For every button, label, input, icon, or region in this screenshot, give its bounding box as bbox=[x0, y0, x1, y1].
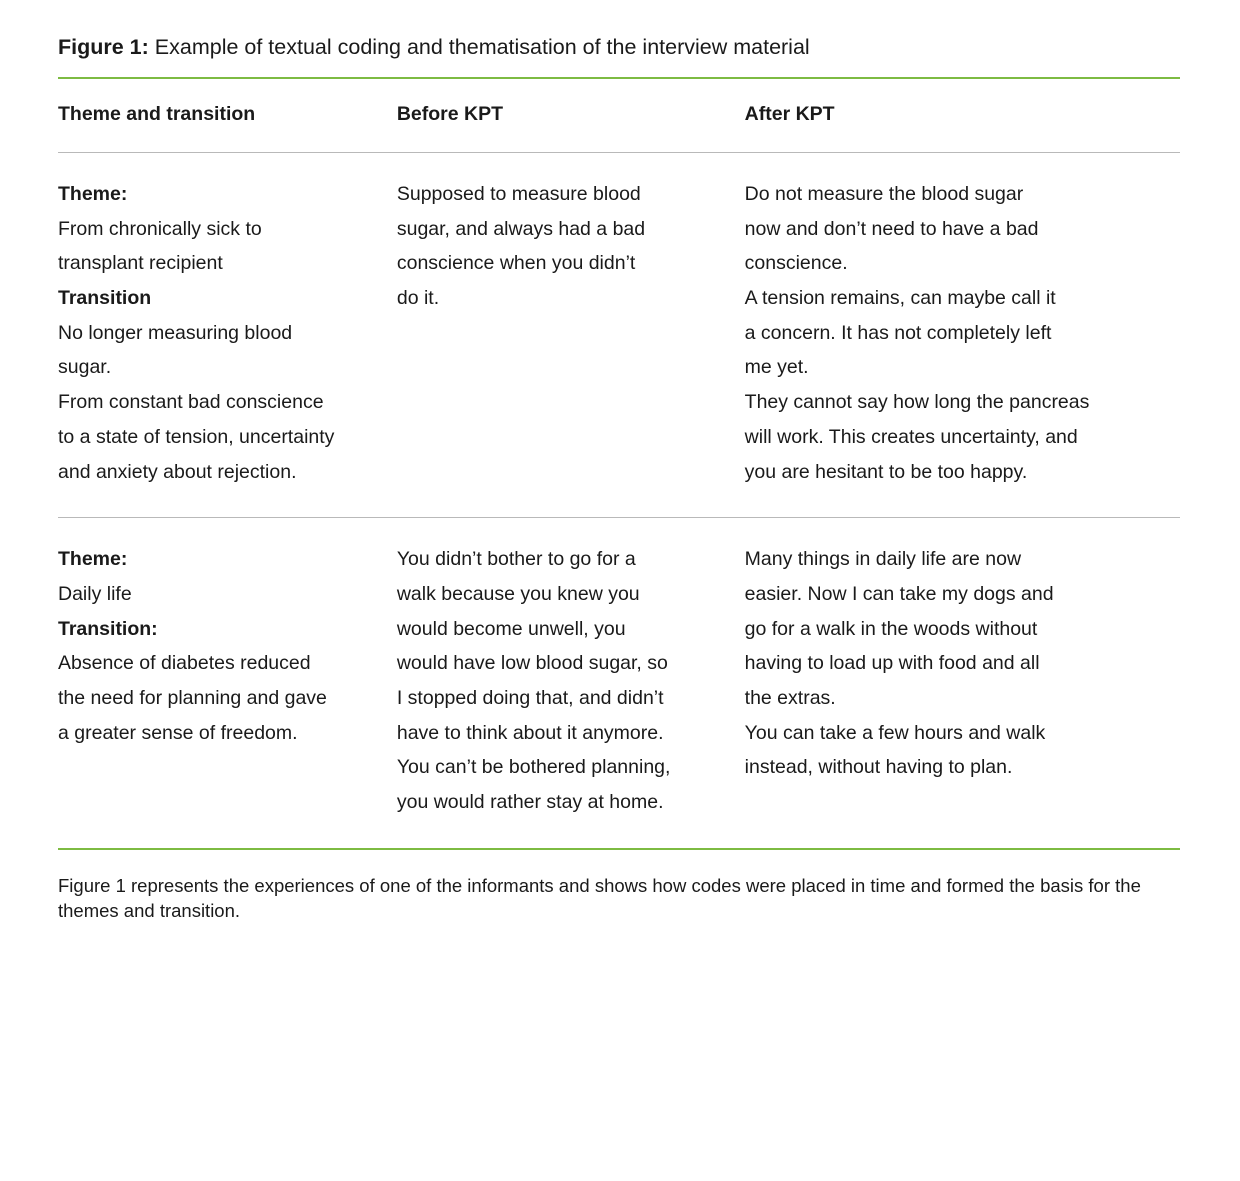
before-line: walk because you knew you bbox=[396, 582, 640, 605]
cell-before-kpt bbox=[397, 153, 745, 518]
after-line: Do not measure the blood sugar bbox=[744, 182, 1024, 205]
cell-before-kpt bbox=[397, 518, 745, 848]
column-header-before: Before KPT bbox=[396, 102, 504, 125]
after-line: a concern. It has not completely left bbox=[744, 321, 1052, 344]
cell-theme-transition bbox=[58, 153, 397, 518]
before-line: I stopped doing that, and didn’t bbox=[396, 687, 664, 710]
after-line: They cannot say how long the pancreas bbox=[744, 391, 1090, 414]
after-line: easier. Now I can take my dogs and bbox=[744, 582, 1054, 605]
before-line: do it. bbox=[396, 286, 440, 309]
transition-line: Absence of diabetes reduced bbox=[58, 652, 311, 675]
figure-caption: Figure 1 represents the experiences of one of the informants and shows how codes were placed in time and formed the basis for the themes and transition. bbox=[58, 874, 1141, 921]
transition-label: Transition bbox=[58, 286, 152, 309]
transition-line: to a state of tension, uncertainty bbox=[58, 425, 335, 448]
after-line: now and don’t need to have a bad bbox=[744, 217, 1039, 240]
after-line: will work. This creates uncertainty, and bbox=[744, 425, 1078, 448]
transition-line: No longer measuring blood bbox=[58, 321, 293, 344]
before-line: would have low blood sugar, so bbox=[396, 652, 668, 675]
before-line: sugar, and always had a bad bbox=[396, 217, 646, 240]
table-row bbox=[58, 153, 1180, 518]
table-head bbox=[58, 79, 1180, 152]
before-line: You can’t be bothered planning, bbox=[396, 756, 671, 779]
after-line: Many things in daily life are now bbox=[744, 548, 1022, 571]
figure-title-text: Example of textual coding and thematisation of the interview material bbox=[154, 35, 810, 59]
after-line: you are hesitant to be too happy. bbox=[744, 460, 1028, 483]
theme-text-line-1: Daily life bbox=[58, 582, 132, 605]
theme-label: Theme: bbox=[58, 548, 128, 571]
before-line: would become unwell, you bbox=[396, 617, 626, 640]
cell-theme-transition bbox=[58, 518, 397, 848]
after-line: conscience. bbox=[744, 252, 848, 275]
figure-title bbox=[58, 34, 1180, 61]
table-header-row bbox=[58, 79, 1180, 152]
before-line: You didn’t bother to go for a bbox=[396, 548, 636, 571]
transition-line: the need for planning and gave bbox=[58, 687, 327, 710]
theme-text-line-1: From chronically sick to bbox=[58, 217, 262, 240]
cell-after-kpt bbox=[745, 153, 1180, 518]
after-line: the extras. bbox=[744, 687, 836, 710]
after-line: having to load up with food and all bbox=[744, 652, 1040, 675]
theme-text-line-2: transplant recipient bbox=[58, 252, 223, 275]
after-line: You can take a few hours and walk bbox=[744, 721, 1046, 744]
coding-table bbox=[58, 79, 1180, 152]
transition-line: From constant bad conscience bbox=[58, 391, 324, 414]
transition-line: a greater sense of freedom. bbox=[58, 721, 298, 744]
after-line: me yet. bbox=[744, 356, 809, 379]
transition-label: Transition: bbox=[58, 617, 158, 640]
coding-table-body bbox=[58, 153, 1180, 848]
after-line: A tension remains, can maybe call it bbox=[744, 286, 1056, 309]
column-header-after: After KPT bbox=[744, 102, 835, 125]
before-line: you would rather stay at home. bbox=[396, 791, 664, 814]
transition-line: and anxiety about rejection. bbox=[58, 460, 297, 483]
figure-label: Figure 1: bbox=[58, 35, 149, 59]
before-line: conscience when you didn’t bbox=[396, 252, 636, 275]
before-line: Supposed to measure blood bbox=[396, 182, 641, 205]
before-line: have to think about it anymore. bbox=[396, 721, 664, 744]
table-row bbox=[58, 518, 1180, 848]
transition-line: sugar. bbox=[58, 356, 112, 379]
theme-label: Theme: bbox=[58, 182, 128, 205]
cell-after-kpt bbox=[745, 518, 1180, 848]
column-header-theme: Theme and transition bbox=[58, 102, 256, 125]
after-line: instead, without having to plan. bbox=[744, 756, 1013, 779]
after-line: go for a walk in the woods without bbox=[744, 617, 1038, 640]
